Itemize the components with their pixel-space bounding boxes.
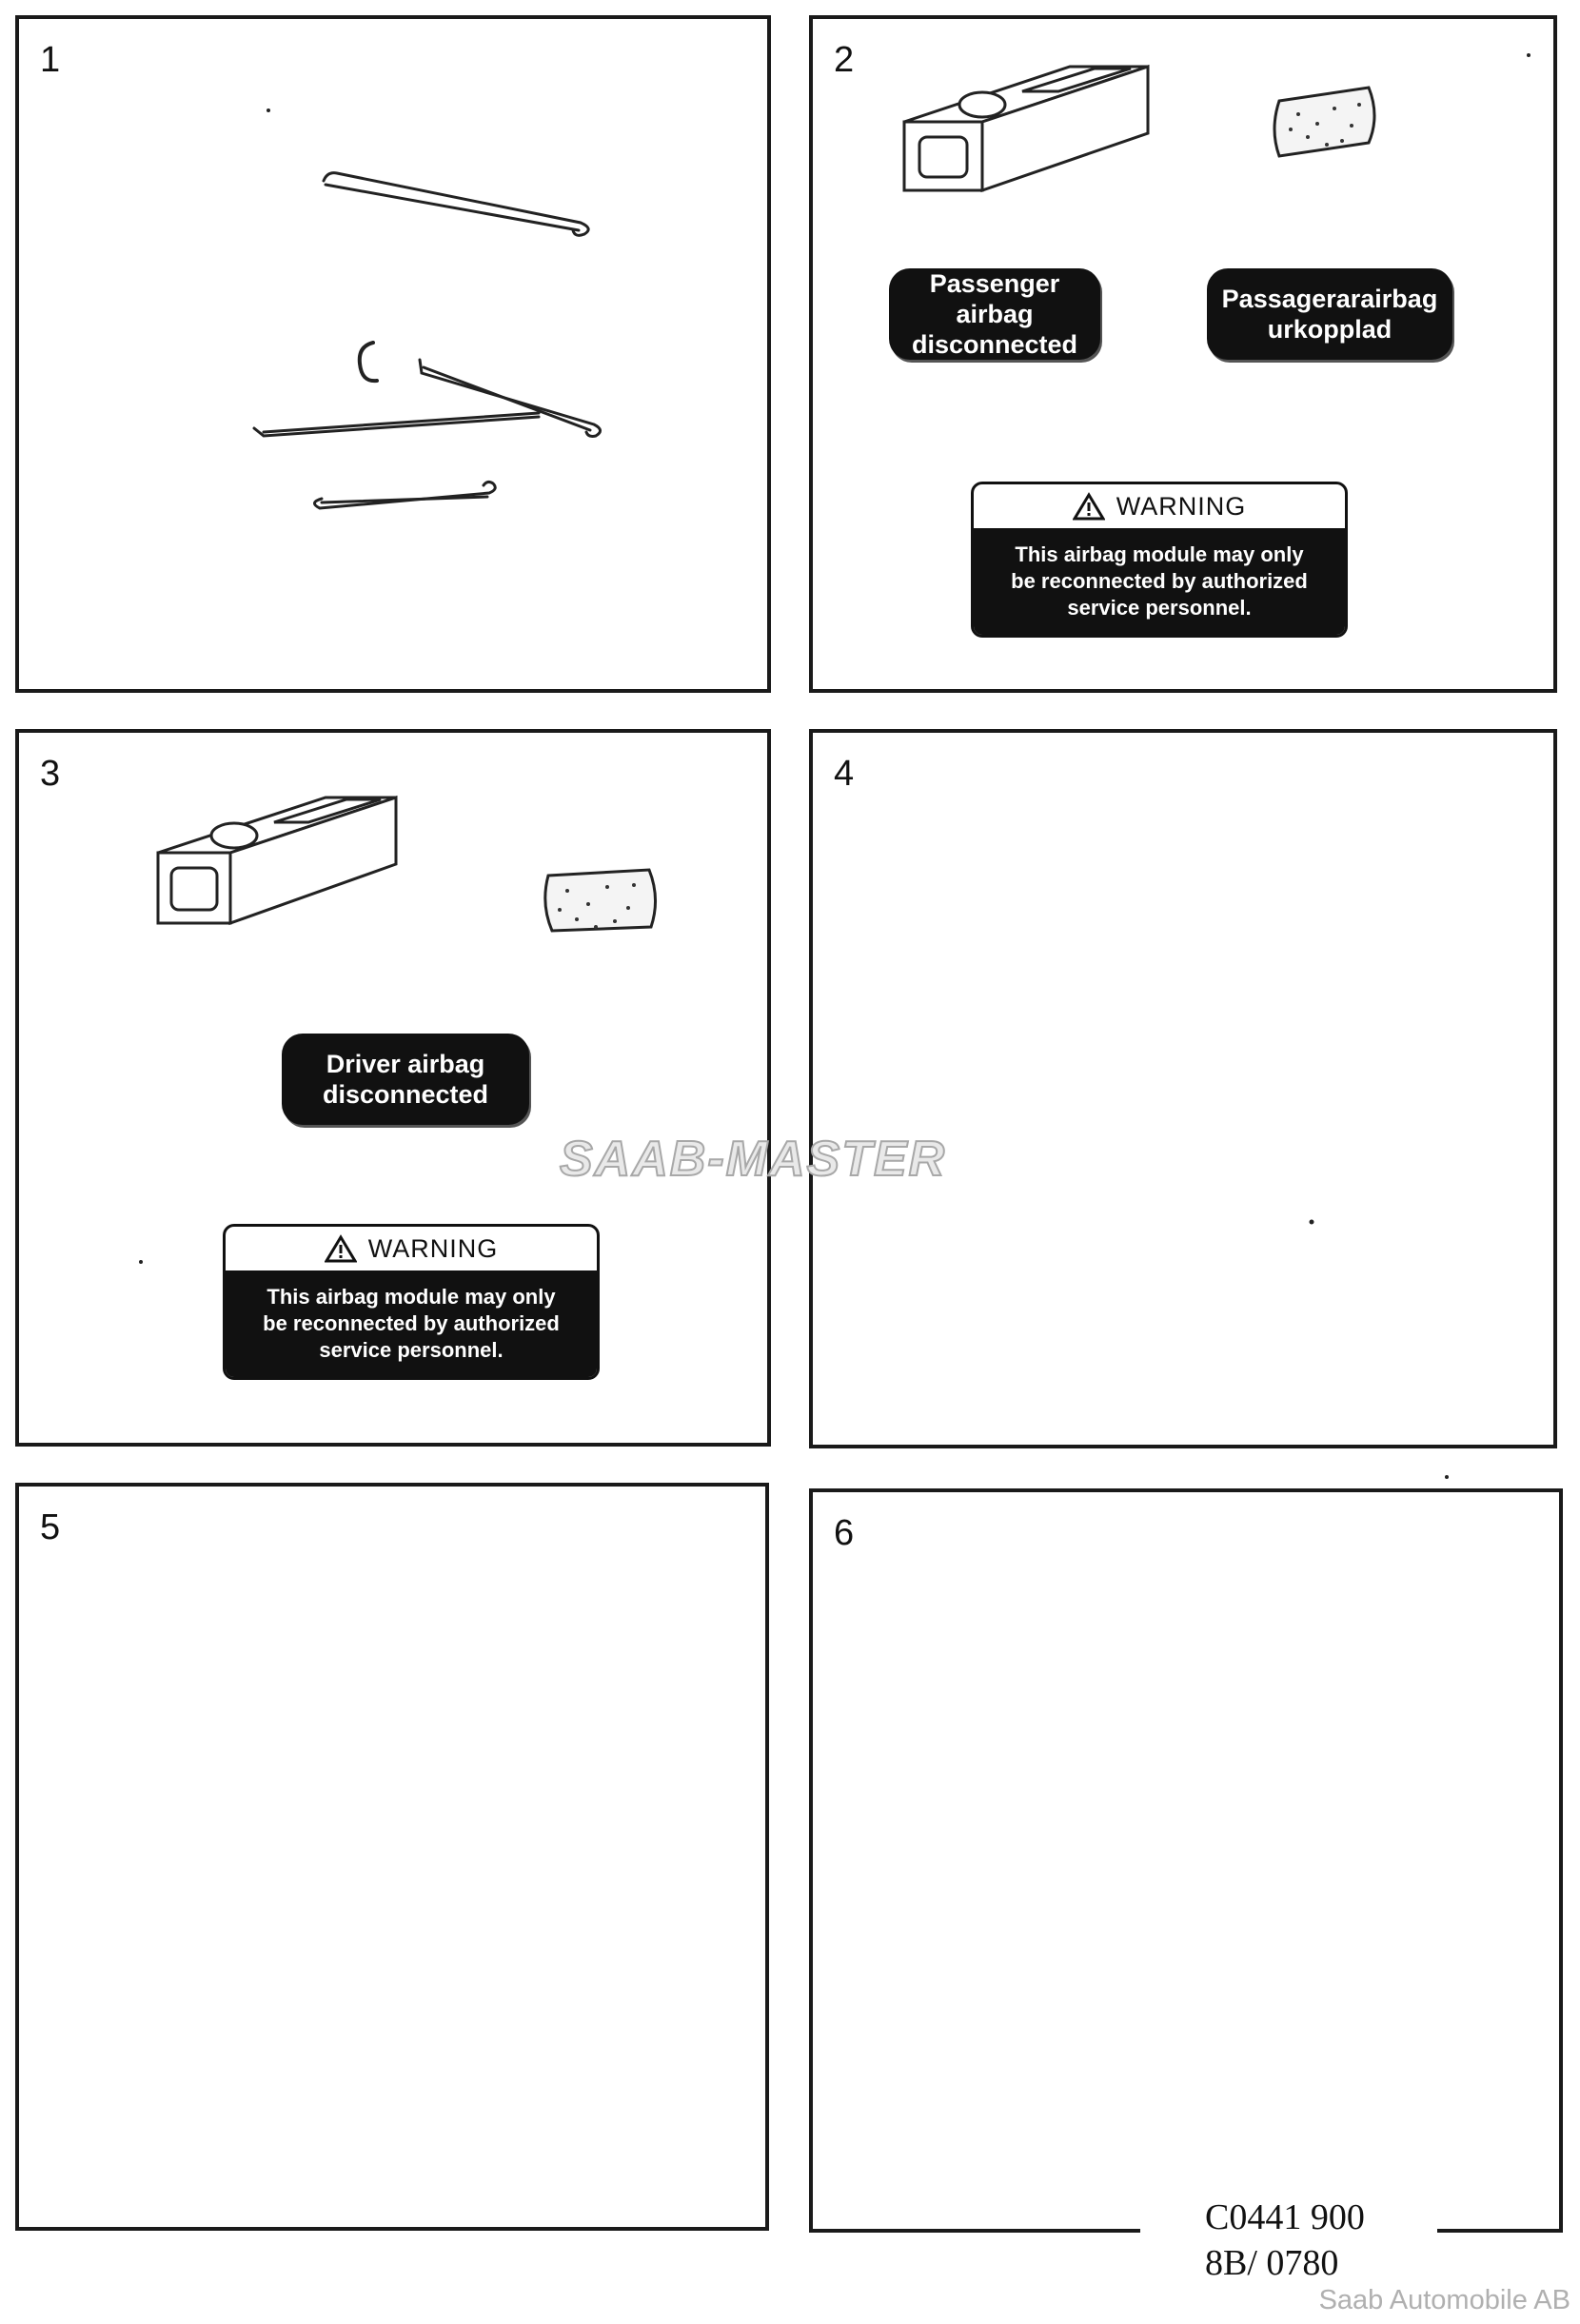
panel-number: 1 — [40, 40, 61, 80]
panel-number: 6 — [834, 1513, 855, 1553]
label-driver-airbag-disconnected: Driver airbag disconnected — [282, 1034, 529, 1125]
warning-title: WARNING — [367, 1233, 499, 1263]
panel-number: 3 — [40, 754, 61, 794]
panel-number: 2 — [834, 40, 855, 80]
brand-credit: Saab Automobile AB — [1318, 2285, 1570, 2315]
panel-number: 4 — [834, 754, 855, 794]
watermark: SAAB-MASTER — [560, 1132, 947, 1187]
panel-number: 5 — [40, 1507, 61, 1547]
warning-title: WARNING — [1116, 491, 1247, 521]
warning-line: This airbag module may only — [1015, 542, 1304, 566]
document-code-line-2: 8B/ 0780 — [1205, 2243, 1339, 2283]
document-code-line-1: C0441 900 — [1205, 2197, 1365, 2237]
warning-line: service personnel. — [319, 1338, 504, 1362]
warning-line: service personnel. — [1067, 596, 1252, 620]
label-passagerarairbag-urkopplad: Passagerarairbag urkopplad — [1207, 268, 1452, 360]
warning-line: This airbag module may only — [267, 1285, 556, 1309]
warning-line: be reconnected by authorized — [1011, 569, 1308, 593]
label-passenger-airbag-disconnected: Passenger airbag disconnected — [889, 268, 1100, 360]
warning-line: be reconnected by authorized — [263, 1311, 560, 1335]
